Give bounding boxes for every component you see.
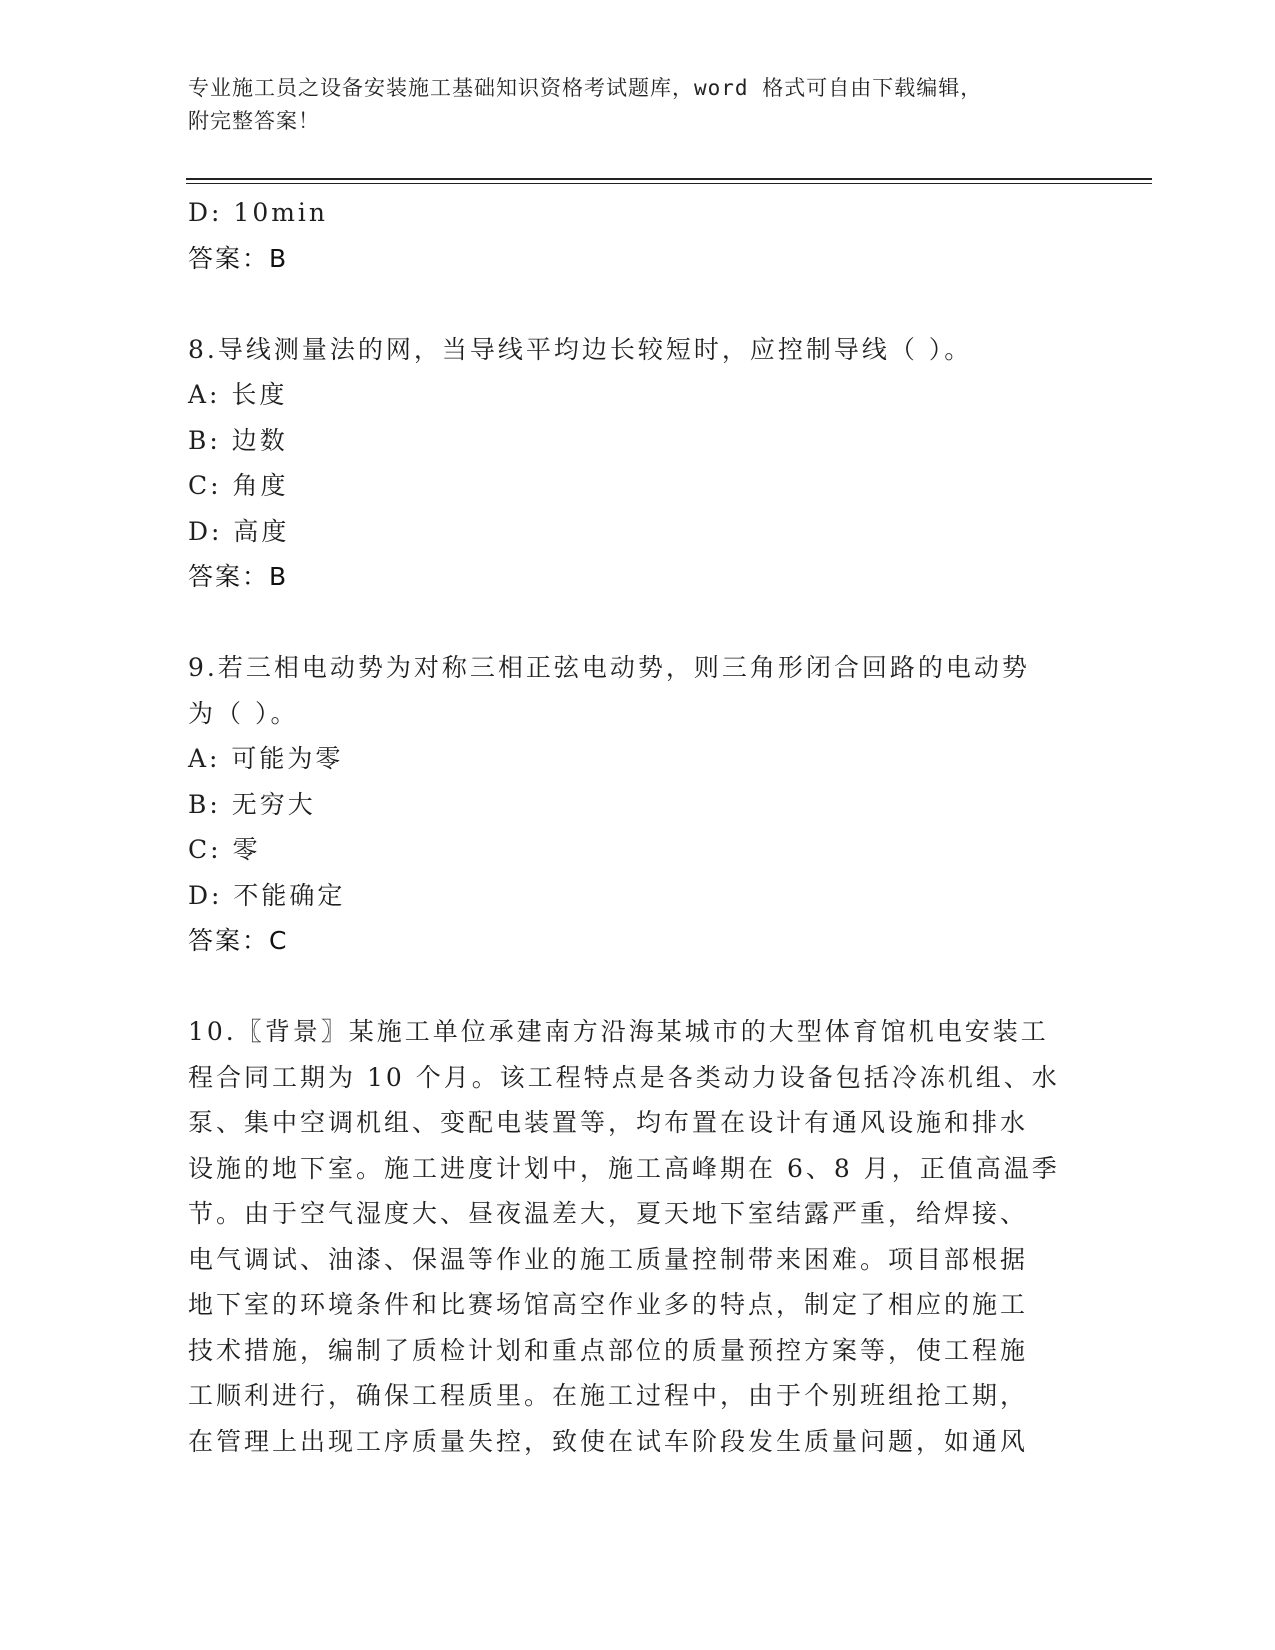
document-body — [188, 190, 1088, 1464]
option-b: B: 无穷大 — [188, 789, 316, 819]
option-c: C: 角度 — [188, 471, 289, 500]
paragraph-line: 工顺利进行，确保工程质里。在施工过程中，由于个别班组抢工期， — [188, 1381, 1029, 1410]
paragraph-line: 地下室的环境条件和比赛场馆高空作业多的特点，制定了相应的施工 — [188, 1290, 1029, 1319]
question-text: 8.导线测量法的网，当导线平均边长较短时，应控制导线（ ）。 — [188, 334, 973, 364]
paragraph-line: 技术措施，编制了质检计划和重点部位的质量预控方案等，使工程施 — [188, 1335, 1029, 1365]
option-d: D: 10min — [188, 198, 329, 227]
header-rule-thin — [186, 183, 1152, 184]
paragraph-line: 电气调试、油漆、保温等作业的施工质量控制带来困难。项目部根据 — [188, 1244, 1029, 1274]
option-d: D: 高度 — [188, 516, 290, 546]
paragraph-line: 节。由于空气湿度大、昼夜温差大，夏天地下室结露严重，给焊接、 — [188, 1199, 1029, 1228]
option-d: D: 不能确定 — [188, 880, 346, 910]
answer: 答案：B — [188, 243, 289, 273]
paragraph-line: 设施的地下室。施工进度计划中，施工高峰期在 6、8 月，正值高温季 — [188, 1153, 1060, 1183]
header-line-2: 附完整答案！ — [188, 109, 320, 133]
paragraph-line: 程合同工期为 10 个月。该工程特点是各类动力设备包括冷冻机组、水 — [188, 1062, 1060, 1092]
paragraph-line: 10.〖背景〗某施工单位承建南方沿海某城市的大型体育馆机电安装工 — [188, 1017, 1049, 1046]
paragraph-line: 泵、集中空调机组、变配电装置等，均布置在设计有通风设施和排水 — [188, 1108, 1029, 1137]
option-a: A: 长度 — [188, 380, 288, 409]
question-10 — [188, 1009, 1088, 1464]
header-line-1: 专业施工员之设备安装施工基础知识资格考试题库，word 格式可自由下载编辑， — [188, 76, 983, 100]
previous-question-tail — [188, 190, 1088, 281]
question-9 — [188, 645, 1088, 964]
answer: 答案：C — [188, 926, 289, 955]
option-b: B: 边数 — [188, 425, 288, 455]
paragraph-line: 在管理上出现工序质量失控，致使在试车阶段发生质量问题，如通风 — [188, 1426, 1029, 1456]
spacer — [188, 964, 1088, 1010]
question-8 — [188, 327, 1088, 600]
spacer — [188, 281, 1088, 327]
answer: 答案：B — [188, 562, 289, 591]
question-text-line-2: 为（ ）。 — [188, 698, 299, 728]
option-c: C: 零 — [188, 835, 261, 864]
question-text-line-1: 9.若三相电动势为对称三相正弦电动势，则三角形闭合回路的电动势 — [188, 653, 1030, 682]
spacer — [188, 600, 1088, 646]
option-a: A: 可能为零 — [188, 744, 344, 773]
header-rule-thick — [186, 178, 1152, 180]
document-header — [188, 72, 1068, 138]
